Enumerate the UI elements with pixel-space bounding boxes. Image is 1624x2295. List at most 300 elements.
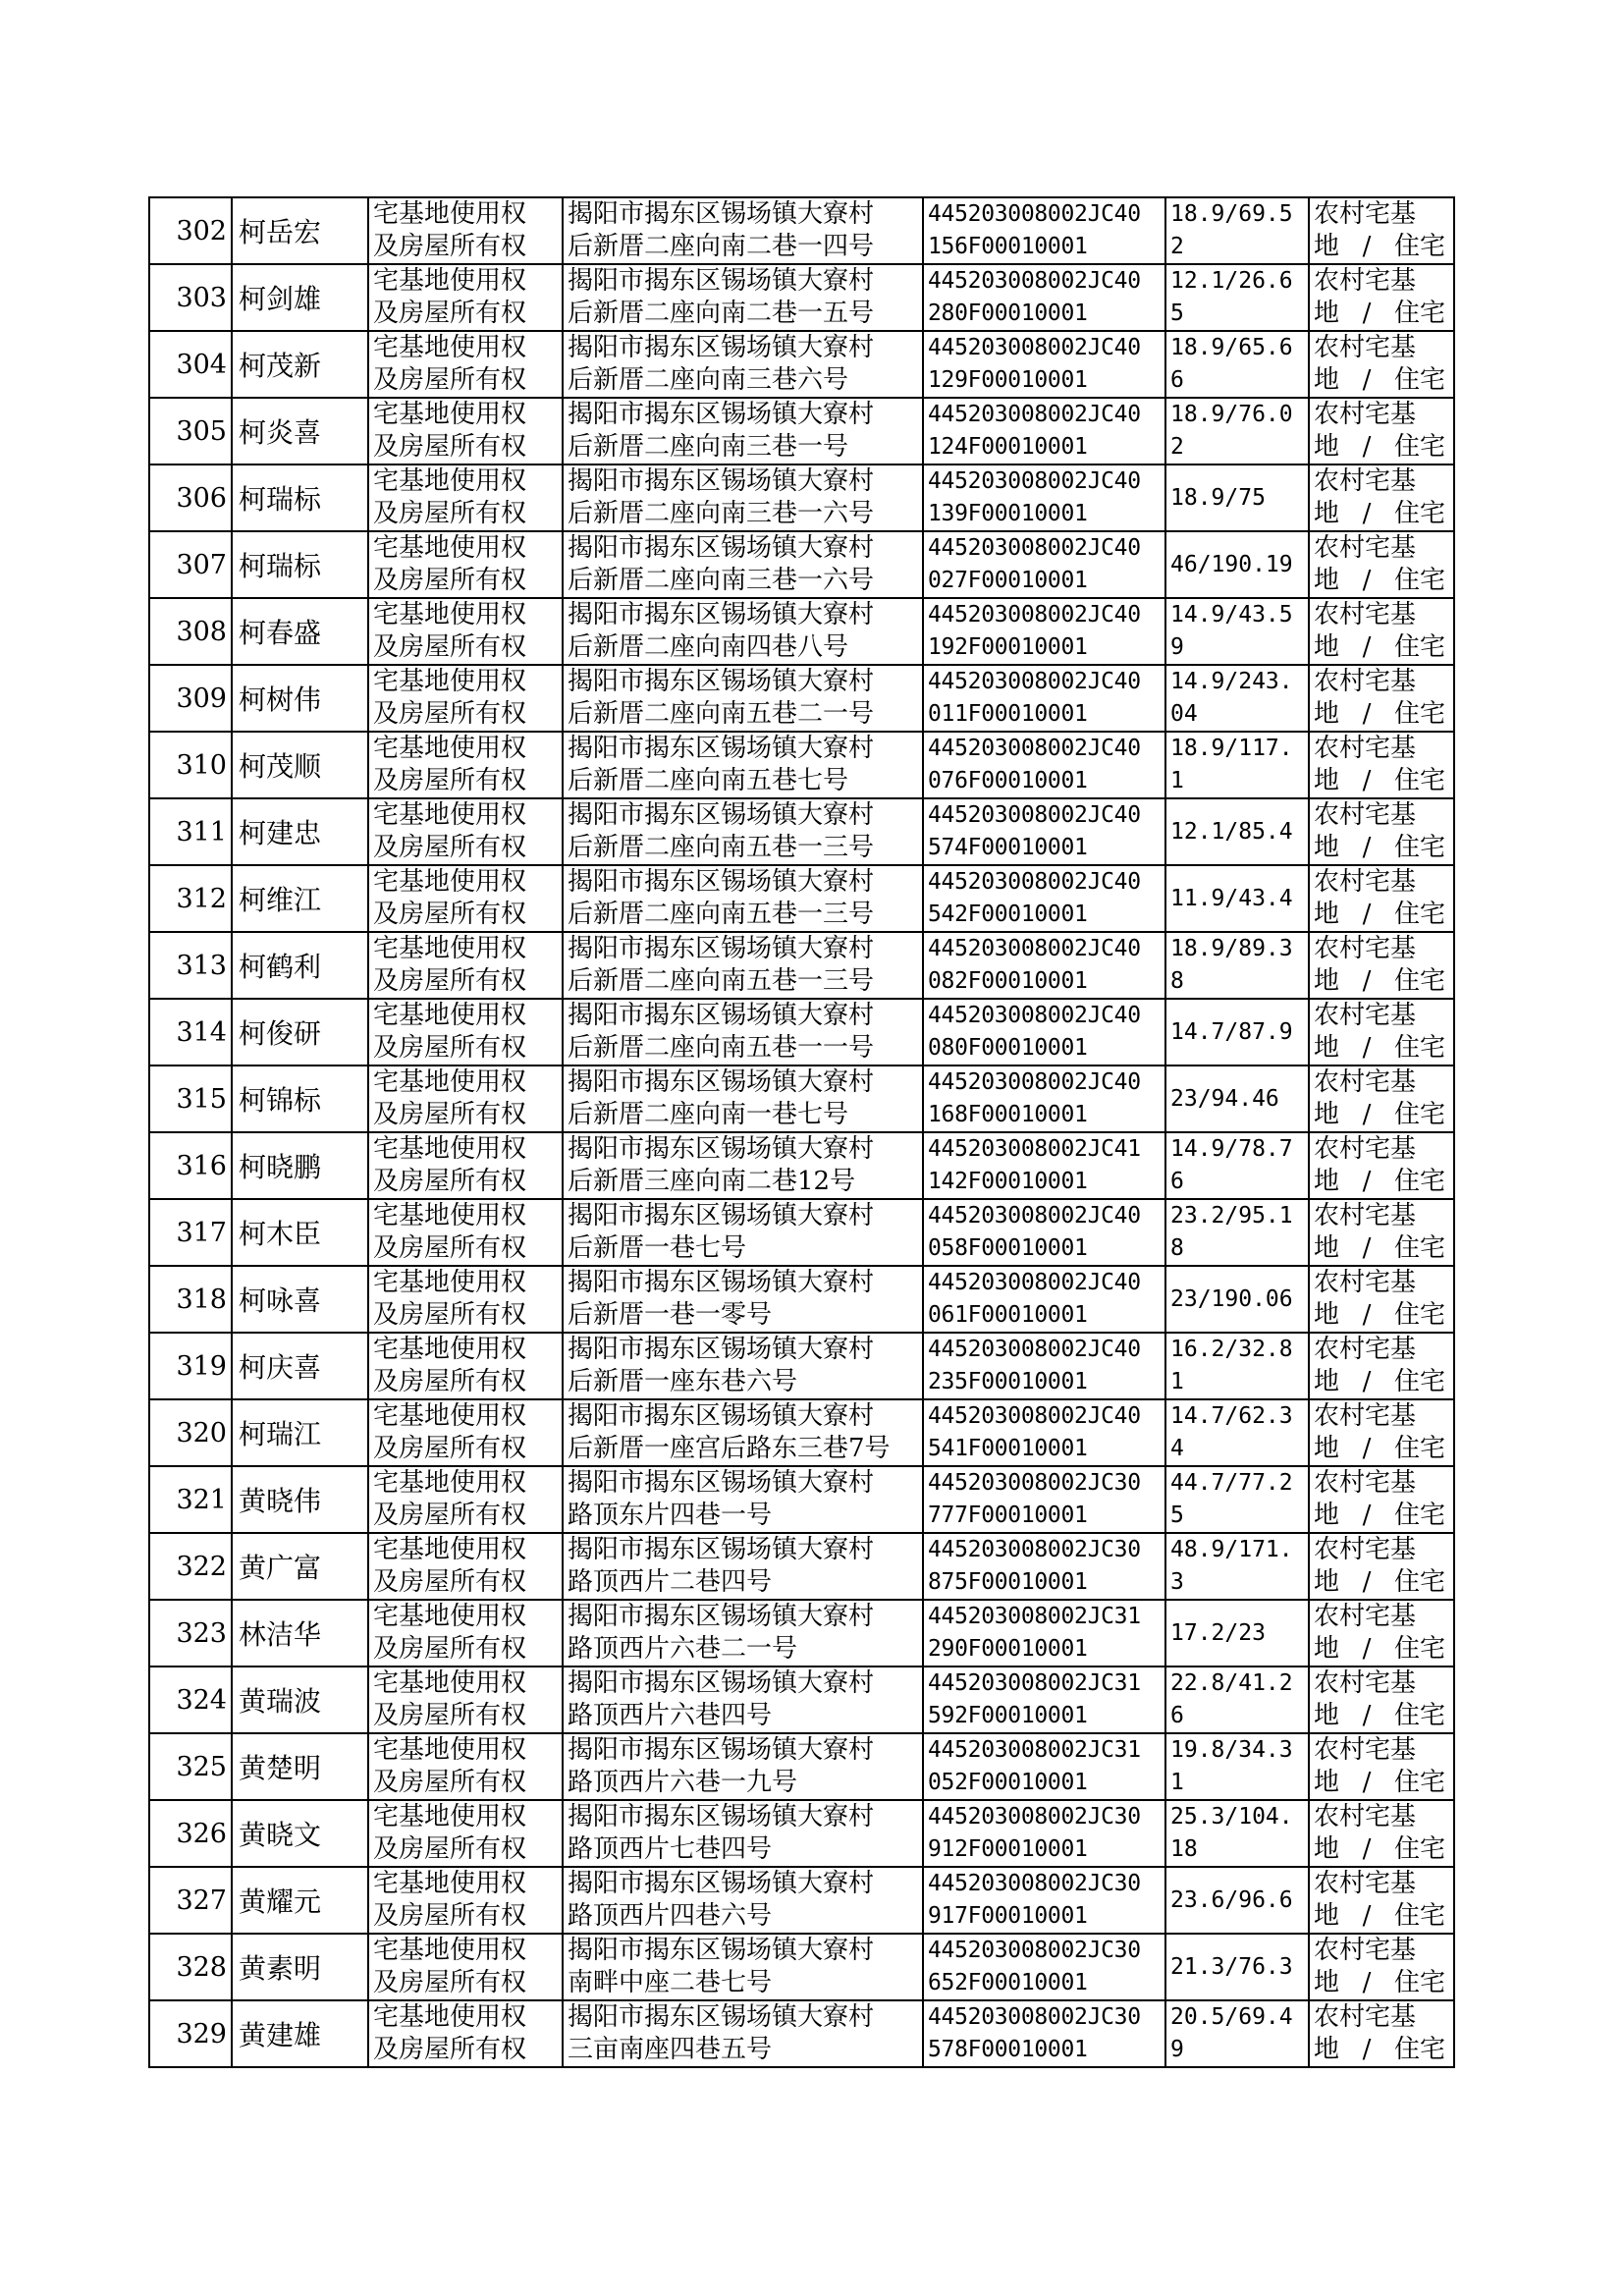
area [1165, 1132, 1309, 1199]
land-use-sep: / [1362, 900, 1372, 929]
address [563, 331, 923, 398]
area [1165, 1600, 1309, 1667]
address-line: 揭阳市揭东区锡场镇大寮村 [568, 1735, 875, 1765]
parcel-code-line: 542F00010001 [928, 902, 1088, 927]
owner-name: 柯锦标 [232, 1066, 368, 1132]
address-line: 揭阳市揭东区锡场镇大寮村 [568, 934, 875, 963]
land-use-part: 地 [1314, 966, 1340, 996]
parcel-code-line: 080F00010001 [928, 1035, 1088, 1061]
right-type [368, 531, 563, 598]
land-use-line [1310, 1166, 1453, 1198]
area [1165, 598, 1309, 665]
land-use-line: 农村宅基 [1314, 867, 1417, 897]
area [1165, 464, 1309, 531]
right-type-line: 宅基地使用权 [373, 533, 527, 563]
property-rights-table [148, 196, 1455, 2068]
area-value: 23/190.06 [1170, 1285, 1293, 1312]
parcel-code [923, 865, 1165, 932]
address-line: 揭阳市揭东区锡场镇大寮村 [568, 400, 875, 429]
right-type-line: 及房屋所有权 [373, 966, 527, 996]
land-use-sep: / [1362, 232, 1372, 261]
row-number: 304 [149, 331, 232, 398]
table-row [149, 1533, 1454, 1600]
area [1165, 331, 1309, 398]
right-type-line: 及房屋所有权 [373, 299, 527, 328]
address-line: 后新厝二座向南一巷七号 [568, 1100, 849, 1129]
right-type [368, 197, 563, 264]
land-use-part: 地 [1314, 900, 1340, 929]
area-value: 19.8/34.31 [1170, 1737, 1293, 1795]
address [563, 1266, 923, 1333]
address-line: 揭阳市揭东区锡场镇大寮村 [568, 466, 875, 496]
land-use-part: 地 [1314, 1300, 1340, 1330]
right-type [368, 1867, 563, 1934]
parcel-code [923, 1199, 1165, 1266]
right-type-line: 宅基地使用权 [373, 1468, 527, 1498]
area-value: 14.9/78.76 [1170, 1136, 1293, 1194]
land-use-part: 住宅 [1393, 1167, 1445, 1196]
right-type-line: 及房屋所有权 [373, 1233, 527, 1263]
land-use-line: 农村宅基 [1314, 1067, 1417, 1097]
land-use-line: 农村宅基 [1314, 1468, 1417, 1498]
address-line: 后新厝二座向南五巷一一号 [568, 1033, 875, 1063]
land-use-part: 地 [1314, 1033, 1340, 1063]
right-type [368, 1399, 563, 1466]
land-use-sep: / [1362, 1033, 1372, 1063]
table-row [149, 1333, 1454, 1399]
land-use [1309, 932, 1454, 999]
table-row [149, 1466, 1454, 1533]
address [563, 665, 923, 732]
area [1165, 1667, 1309, 1733]
owner-name: 柯炎喜 [232, 398, 368, 464]
address-line: 后新厝二座向南五巷二一号 [568, 699, 875, 729]
land-use-part: 地 [1314, 232, 1340, 261]
land-use [1309, 1800, 1454, 1867]
address-line: 路顶西片六巷四号 [568, 1701, 773, 1730]
land-use-part: 地 [1314, 1968, 1340, 1997]
right-type [368, 1066, 563, 1132]
land-use-line [1310, 1099, 1453, 1131]
parcel-code-line: 058F00010001 [928, 1235, 1088, 1261]
parcel-code-line: 445203008002JC40 [928, 335, 1141, 360]
parcel-code-line: 192F00010001 [928, 634, 1088, 660]
right-type-line: 及房屋所有权 [373, 499, 527, 528]
land-use-line [1310, 1900, 1453, 1933]
land-use [1309, 264, 1454, 331]
address-line: 揭阳市揭东区锡场镇大寮村 [568, 533, 875, 563]
parcel-code-line: 445203008002JC40 [928, 602, 1141, 628]
area [1165, 1800, 1309, 1867]
land-use-part: 住宅 [1393, 833, 1445, 862]
row-number: 325 [149, 1733, 232, 1800]
area-value: 14.7/87.9 [1170, 1018, 1293, 1045]
land-use [1309, 464, 1454, 531]
table-row [149, 932, 1454, 999]
right-type-line: 及房屋所有权 [373, 1834, 527, 1864]
parcel-code [923, 331, 1165, 398]
parcel-code-line: 445203008002JC40 [928, 1003, 1141, 1028]
address-line: 后新厝二座向南三巷六号 [568, 365, 849, 395]
address [563, 1867, 923, 1934]
table-row [149, 2000, 1454, 2067]
land-use [1309, 1600, 1454, 1667]
row-number: 322 [149, 1533, 232, 1600]
right-type-line: 及房屋所有权 [373, 766, 527, 795]
address-line: 路顶西片七巷四号 [568, 1834, 773, 1864]
parcel-code-line: 156F00010001 [928, 234, 1088, 259]
area [1165, 1934, 1309, 2000]
right-type [368, 1266, 563, 1333]
land-use-part: 住宅 [1393, 1968, 1445, 1997]
land-use-line: 农村宅基 [1314, 1401, 1417, 1431]
land-use-part: 住宅 [1393, 1701, 1445, 1730]
area-value: 18.9/65.66 [1170, 335, 1293, 393]
address-line: 揭阳市揭东区锡场镇大寮村 [568, 1936, 875, 1965]
owner-name: 柯晓鹏 [232, 1132, 368, 1199]
right-type-line: 及房屋所有权 [373, 833, 527, 862]
land-use-line: 农村宅基 [1314, 1802, 1417, 1831]
area [1165, 1066, 1309, 1132]
right-type [368, 1333, 563, 1399]
address-line: 揭阳市揭东区锡场镇大寮村 [568, 1468, 875, 1498]
land-use-part: 住宅 [1393, 1501, 1445, 1530]
parcel-code-line: 027F00010001 [928, 568, 1088, 593]
address-line: 路顶西片六巷一九号 [568, 1768, 798, 1797]
table-row [149, 531, 1454, 598]
right-type [368, 1733, 563, 1800]
address-line: 揭阳市揭东区锡场镇大寮村 [568, 1134, 875, 1164]
area [1165, 2000, 1309, 2067]
area [1165, 1867, 1309, 1934]
land-use-part: 住宅 [1393, 1367, 1445, 1396]
address-line: 后新厝三座向南二巷12号 [568, 1167, 856, 1196]
land-use-part: 住宅 [1393, 632, 1445, 662]
right-type-line: 及房屋所有权 [373, 1300, 527, 1330]
land-use-line: 农村宅基 [1314, 934, 1417, 963]
address-line: 揭阳市揭东区锡场镇大寮村 [568, 1668, 875, 1698]
parcel-code [923, 398, 1165, 464]
parcel-code-line: 052F00010001 [928, 1770, 1088, 1795]
address [563, 1934, 923, 2000]
owner-name: 柯瑞标 [232, 464, 368, 531]
area [1165, 732, 1309, 798]
right-type [368, 1934, 563, 2000]
land-use-part: 地 [1314, 1901, 1340, 1931]
address [563, 531, 923, 598]
address-line: 揭阳市揭东区锡场镇大寮村 [568, 734, 875, 763]
parcel-code [923, 531, 1165, 598]
land-use-line: 农村宅基 [1314, 800, 1417, 830]
area-value: 23.2/95.18 [1170, 1203, 1293, 1261]
address-line: 后新厝二座向南四巷八号 [568, 632, 849, 662]
owner-name: 柯树伟 [232, 665, 368, 732]
area [1165, 865, 1309, 932]
owner-name: 柯维江 [232, 865, 368, 932]
table-row [149, 598, 1454, 665]
land-use-part: 住宅 [1393, 766, 1445, 795]
land-use-line [1310, 431, 1453, 464]
area-value: 18.9/69.52 [1170, 201, 1293, 259]
parcel-code-line: 445203008002JC40 [928, 268, 1141, 294]
address [563, 865, 923, 932]
right-type-line: 宅基地使用权 [373, 1535, 527, 1564]
table-row [149, 398, 1454, 464]
right-type-line: 及房屋所有权 [373, 432, 527, 462]
land-use-sep: / [1362, 1367, 1372, 1396]
area [1165, 398, 1309, 464]
right-type [368, 1533, 563, 1600]
land-use [1309, 1867, 1454, 1934]
right-type [368, 331, 563, 398]
area-value: 44.7/77.25 [1170, 1470, 1293, 1528]
parcel-code-line: 290F00010001 [928, 1636, 1088, 1662]
land-use [1309, 1333, 1454, 1399]
land-use [1309, 1934, 1454, 2000]
address-line: 后新厝二座向南五巷一三号 [568, 966, 875, 996]
land-use-line [1310, 1500, 1453, 1532]
land-use [1309, 2000, 1454, 2067]
area-value: 25.3/104.18 [1170, 1804, 1293, 1862]
parcel-code [923, 1800, 1165, 1867]
parcel-code-line: 445203008002JC30 [928, 2004, 1141, 2030]
area-value: 12.1/26.65 [1170, 268, 1293, 326]
land-use-part: 地 [1314, 1768, 1340, 1797]
right-type-line: 宅基地使用权 [373, 1735, 527, 1765]
land-use-sep: / [1362, 1768, 1372, 1797]
land-use-sep: / [1362, 1167, 1372, 1196]
parcel-code-line: 445203008002JC30 [928, 1871, 1141, 1896]
land-use [1309, 798, 1454, 865]
right-type [368, 1199, 563, 1266]
area-value: 14.9/243.04 [1170, 669, 1293, 727]
land-use-part: 住宅 [1393, 1634, 1445, 1664]
right-type-line: 及房屋所有权 [373, 699, 527, 729]
parcel-code-line: 082F00010001 [928, 968, 1088, 994]
land-use-line: 农村宅基 [1314, 1134, 1417, 1164]
parcel-code [923, 1466, 1165, 1533]
address-line: 揭阳市揭东区锡场镇大寮村 [568, 1535, 875, 1564]
parcel-code [923, 1266, 1165, 1333]
right-type-line: 宅基地使用权 [373, 199, 527, 229]
address-line: 揭阳市揭东区锡场镇大寮村 [568, 600, 875, 629]
land-use-sep: / [1362, 365, 1372, 395]
table-row [149, 798, 1454, 865]
land-use-sep: / [1362, 833, 1372, 862]
land-use-line: 农村宅基 [1314, 533, 1417, 563]
address [563, 2000, 923, 2067]
land-use-part: 地 [1314, 1100, 1340, 1129]
land-use-line: 农村宅基 [1314, 1001, 1417, 1030]
row-number: 327 [149, 1867, 232, 1934]
parcel-code-line: 592F00010001 [928, 1703, 1088, 1728]
land-use-line [1310, 1299, 1453, 1332]
land-use-part: 住宅 [1393, 699, 1445, 729]
table-row [149, 1934, 1454, 2000]
land-use-line: 农村宅基 [1314, 1335, 1417, 1364]
address-line: 揭阳市揭东区锡场镇大寮村 [568, 333, 875, 362]
land-use-sep: / [1362, 566, 1372, 595]
land-use-sep: / [1362, 1901, 1372, 1931]
right-type-line: 及房屋所有权 [373, 1901, 527, 1931]
area [1165, 798, 1309, 865]
right-type-line: 宅基地使用权 [373, 1936, 527, 1965]
parcel-code [923, 264, 1165, 331]
land-use-sep: / [1362, 1968, 1372, 1997]
land-use-line [1310, 364, 1453, 397]
right-type-line: 宅基地使用权 [373, 667, 527, 696]
land-use [1309, 665, 1454, 732]
land-use-part: 住宅 [1393, 1768, 1445, 1797]
parcel-code-line: 445203008002JC40 [928, 669, 1141, 694]
land-use-line [1310, 832, 1453, 864]
owner-name: 黄晓文 [232, 1800, 368, 1867]
right-type-line: 及房屋所有权 [373, 1100, 527, 1129]
right-type-line: 宅基地使用权 [373, 1201, 527, 1230]
land-use [1309, 197, 1454, 264]
right-type-line: 及房屋所有权 [373, 1033, 527, 1063]
area-value: 14.9/43.59 [1170, 602, 1293, 660]
row-number: 312 [149, 865, 232, 932]
land-use-sep: / [1362, 1233, 1372, 1263]
area-value: 20.5/69.49 [1170, 2004, 1293, 2062]
row-number: 307 [149, 531, 232, 598]
address-line: 揭阳市揭东区锡场镇大寮村 [568, 1067, 875, 1097]
address-line: 后新厝一巷一零号 [568, 1300, 773, 1330]
area-value: 18.9/75 [1170, 484, 1266, 511]
parcel-code-line: 445203008002JC30 [928, 1537, 1141, 1562]
parcel-code-line: 445203008002JC40 [928, 201, 1141, 227]
land-use-sep: / [1362, 699, 1372, 729]
land-use-part: 住宅 [1393, 1300, 1445, 1330]
address-line: 三亩南座四巷五号 [568, 2035, 773, 2064]
table-row [149, 331, 1454, 398]
address [563, 1667, 923, 1733]
land-use-line [1310, 1633, 1453, 1666]
land-use-sep: / [1362, 766, 1372, 795]
land-use-sep: / [1362, 499, 1372, 528]
right-type-line: 宅基地使用权 [373, 1602, 527, 1631]
parcel-code [923, 665, 1165, 732]
land-use-line: 农村宅基 [1314, 266, 1417, 296]
area [1165, 1333, 1309, 1399]
row-number: 328 [149, 1934, 232, 2000]
address-line: 后新厝一座宫后路东三巷7号 [568, 1434, 891, 1463]
row-number: 320 [149, 1399, 232, 1466]
parcel-code-line: 445203008002JC41 [928, 1136, 1141, 1162]
owner-name: 黄瑞波 [232, 1667, 368, 1733]
address-line: 揭阳市揭东区锡场镇大寮村 [568, 1201, 875, 1230]
table-row [149, 264, 1454, 331]
owner-name: 柯建忠 [232, 798, 368, 865]
parcel-code-line: 445203008002JC40 [928, 1403, 1141, 1429]
land-use-line: 农村宅基 [1314, 2002, 1417, 2032]
owner-name: 林洁华 [232, 1600, 368, 1667]
address [563, 464, 923, 531]
owner-name: 柯剑雄 [232, 264, 368, 331]
address [563, 1066, 923, 1132]
right-type-line: 宅基地使用权 [373, 266, 527, 296]
parcel-code [923, 1399, 1165, 1466]
land-use-line: 农村宅基 [1314, 734, 1417, 763]
land-use-sep: / [1362, 1701, 1372, 1730]
row-number: 305 [149, 398, 232, 464]
address-line: 路顶西片二巷四号 [568, 1567, 773, 1597]
land-use-line [1310, 2034, 1453, 2066]
owner-name: 柯咏喜 [232, 1266, 368, 1333]
land-use-sep: / [1362, 432, 1372, 462]
owner-name: 黄广富 [232, 1533, 368, 1600]
address-line: 揭阳市揭东区锡场镇大寮村 [568, 266, 875, 296]
right-type-line: 宅基地使用权 [373, 1134, 527, 1164]
right-type [368, 398, 563, 464]
land-use-part: 住宅 [1393, 1901, 1445, 1931]
land-use-line [1310, 1566, 1453, 1599]
parcel-code-line: 917F00010001 [928, 1903, 1088, 1929]
parcel-code [923, 999, 1165, 1066]
right-type-line: 及房屋所有权 [373, 632, 527, 662]
parcel-code [923, 1533, 1165, 1600]
parcel-code-line: 912F00010001 [928, 1836, 1088, 1862]
land-use-sep: / [1362, 1834, 1372, 1864]
land-use-part: 住宅 [1393, 966, 1445, 996]
right-type-line: 宅基地使用权 [373, 600, 527, 629]
land-use-line [1310, 698, 1453, 731]
land-use-line: 农村宅基 [1314, 1535, 1417, 1564]
address-line: 后新厝二座向南二巷一四号 [568, 232, 875, 261]
land-use-line [1310, 1032, 1453, 1065]
parcel-code-line: 652F00010001 [928, 1970, 1088, 1995]
land-use [1309, 1667, 1454, 1733]
address-line: 后新厝二座向南五巷一三号 [568, 900, 875, 929]
row-number: 309 [149, 665, 232, 732]
land-use-part: 地 [1314, 632, 1340, 662]
parcel-code [923, 1132, 1165, 1199]
land-use-line [1310, 899, 1453, 931]
area [1165, 665, 1309, 732]
row-number: 317 [149, 1199, 232, 1266]
row-number: 324 [149, 1667, 232, 1733]
parcel-code [923, 732, 1165, 798]
table-row [149, 1867, 1454, 1934]
parcel-code-line: 777F00010001 [928, 1503, 1088, 1528]
parcel-code [923, 2000, 1165, 2067]
parcel-code [923, 932, 1165, 999]
table-row [149, 464, 1454, 531]
right-type-line: 宅基地使用权 [373, 1401, 527, 1431]
right-type-line: 及房屋所有权 [373, 2035, 527, 2064]
land-use-line: 农村宅基 [1314, 667, 1417, 696]
land-use-line [1310, 498, 1453, 530]
right-type-line: 宅基地使用权 [373, 934, 527, 963]
address [563, 1600, 923, 1667]
land-use-line [1310, 298, 1453, 330]
land-use-line [1310, 631, 1453, 664]
address-line: 揭阳市揭东区锡场镇大寮村 [568, 199, 875, 229]
parcel-code [923, 197, 1165, 264]
right-type-line: 及房屋所有权 [373, 1501, 527, 1530]
row-number: 303 [149, 264, 232, 331]
right-type-line: 及房屋所有权 [373, 1434, 527, 1463]
area [1165, 1733, 1309, 1800]
parcel-code [923, 1667, 1165, 1733]
parcel-code-line: 139F00010001 [928, 501, 1088, 526]
table-body [149, 197, 1454, 2067]
land-use-line [1310, 1232, 1453, 1265]
land-use-line: 农村宅基 [1314, 1869, 1417, 1898]
area-value: 18.9/89.38 [1170, 936, 1293, 994]
address [563, 264, 923, 331]
